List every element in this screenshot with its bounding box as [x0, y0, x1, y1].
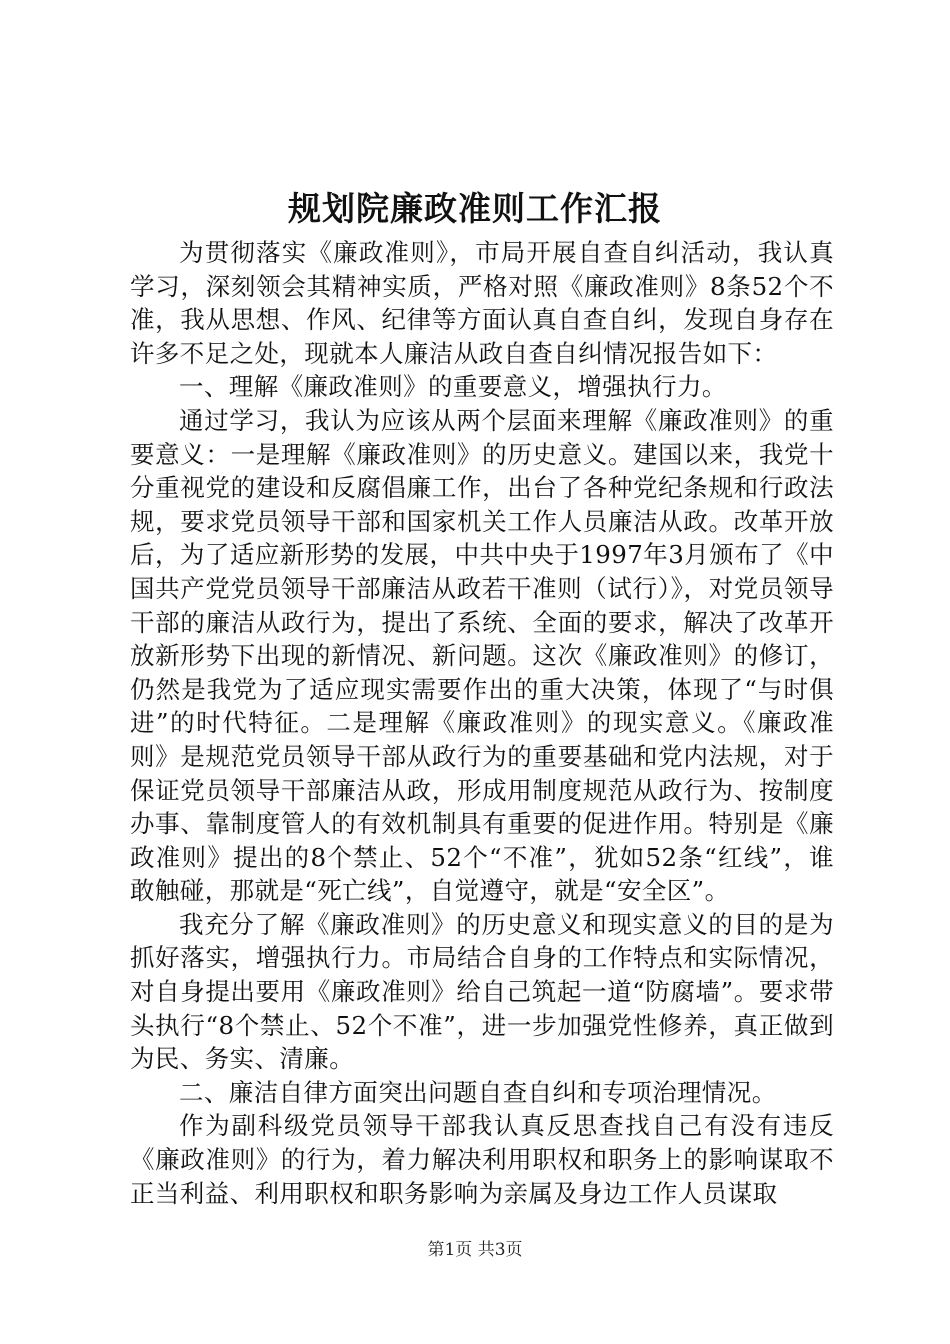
paragraph-implementation: 我充分了解《廉政准则》的历史意义和现实意义的目的是为抓好落实，增强执行力。市局结合自身的工作特点和实际情况，对自身提出要用《廉政准则》给自己筑起一道“防腐墙”。要求带头执行“8个禁止、52个不准”，进一步加强党性修养，真正做到为民、务实、清廉。	[130, 909, 834, 1074]
paragraph-self-review: 作为副科级党员领导干部我认真反思查找自己有没有违反《廉政准则》的行为，着力解决利用职权和职务上的影响谋取不正当利益、利用职权和职务影响为亲属及身边工作人员谋取	[130, 1111, 834, 1208]
section-heading-2: 二、廉洁自律方面突出问题自查自纠和专项治理情况。	[179, 1077, 777, 1107]
section-heading-1: 一、理解《廉政准则》的重要意义，增强执行力。	[179, 372, 727, 402]
page-footer: 第1页 共3页	[427, 1240, 523, 1260]
document-body	[130, 236, 834, 1210]
document-title: 规划院廉政准则工作汇报	[288, 189, 662, 228]
paragraph-significance: 通过学习，我认为应该从两个层面来理解《廉政准则》的重要意义：一是理解《廉政准则》的历史意义。建国以来，我党十分重视党的建设和反腐倡廉工作，出台了各种党纪条规和行政法规，要求党员领导干部和国家机关工作人员廉洁从政。改革开放后，为了适应新形势的发展，中共中央于1997年3月颁布了《中国共产党党员领导干部廉洁从政若干准则（试行）》，对党员领导干部的廉洁从政行为，提出了系统、全面的要求，解决了改革开放新形势下出现的新情况、新问题。这次《廉政准则》的修订，仍然是我党为了适应现实需要作出的重大决策，体现了“与时俱进”的时代特征。二是理解《廉政准则》的现实意义。《廉政准则》是规范党员领导干部从政行为的重要基础和党内法规，对于保证党员领导干部廉洁从政，形成用制度规范从政行为、按制度办事、靠制度管人的有效机制具有重要的促进作用。特别是《廉政准则》提出的8个禁止、52个“不准”，犹如52条“红线”，谁敢触碰，那就是“死亡线”，自觉遵守，就是“安全区”。	[130, 405, 834, 906]
paragraph-intro: 为贯彻落实《廉政准则》，市局开展自查自纠活动，我认真学习，深刻领会其精神实质，严格对照《廉政准则》8条52个不准，我从思想、作风、纪律等方面认真自查自纠，发现自身存在许多不足之处，现就本人廉洁从政自查自纠情况报告如下：	[130, 238, 834, 368]
